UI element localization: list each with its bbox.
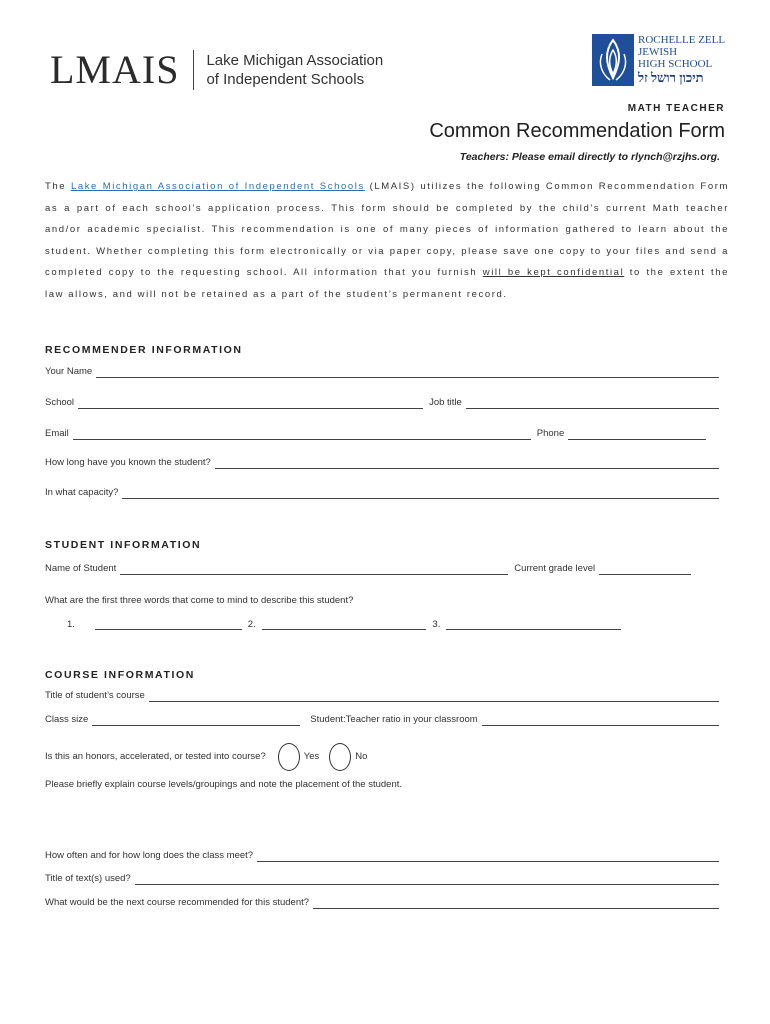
email-field[interactable]	[73, 429, 531, 440]
label-no: No	[355, 751, 368, 762]
lmais-logo	[50, 48, 383, 92]
label-class-size: Class size	[45, 714, 89, 725]
school-logo-line3: HIGH SCHOOL	[638, 58, 713, 70]
section-title-student: STUDENT INFORMATION	[45, 539, 202, 551]
word-number-3: 3.	[432, 619, 441, 630]
label-student-name: Name of Student	[45, 563, 117, 574]
school-logo-hebrew: תיכון רושל זל	[638, 70, 704, 85]
submission-instruction: Teachers: Please email directly to rlynch@rzjhs.org.	[459, 151, 720, 163]
texts-field[interactable]	[135, 874, 719, 885]
word-3-field[interactable]	[446, 619, 621, 630]
school-logo-text	[638, 34, 725, 84]
label-school: School	[45, 397, 75, 408]
intro-text-3: to the extent the law allows, and will not be retained as a part of the student’s permanent record.	[45, 267, 729, 300]
label-honors: Is this an honors, accelerated, or tested into course?	[45, 751, 266, 762]
form-role: MATH TEACHER	[627, 103, 725, 114]
label-your-name: Your Name	[45, 366, 93, 377]
logo-divider	[193, 50, 194, 90]
row-next-course	[45, 897, 725, 909]
row-honors	[45, 743, 371, 771]
intro-text-2: (LMAIS) utilizes the following Common Recommendation Form as a part of each school’s application process. This form should be completed by the child’s current Math teacher and/or academic specialist. This recommendation is one of many pieces of information gathered to learn about the student. Whether completing this form electronically or via paper copy, please save one copy to your files and send a completed copy to the requesting school. All information that you furnish	[45, 181, 729, 278]
label-next-course: What would be the next course recommended for this student?	[45, 897, 310, 908]
intro-paragraph	[45, 176, 729, 305]
label-meet: How often and for how long does the class meet?	[45, 850, 254, 861]
label-known: How long have you known the student?	[45, 457, 211, 468]
section-title-recommender: RECOMMENDER INFORMATION	[45, 344, 243, 356]
school-logo-line1: ROCHELLE ZELL	[638, 34, 726, 46]
row-your-name	[45, 366, 725, 378]
label-ratio: Student:Teacher ratio in your classroom	[310, 714, 478, 725]
label-job-title: Job title	[429, 397, 462, 408]
label-explain: Please briefly explain course levels/groupings and note the placement of the student.	[45, 779, 403, 790]
label-email: Email	[45, 428, 69, 439]
job-title-field[interactable]	[466, 398, 719, 409]
school-logo-line2: JEWISH	[638, 46, 678, 58]
row-class-size	[45, 714, 725, 726]
known-duration-field[interactable]	[215, 458, 719, 469]
page-title: Common Recommendation Form	[429, 120, 725, 142]
word-1-field[interactable]	[95, 619, 242, 630]
ratio-field[interactable]	[482, 715, 719, 726]
row-school-job	[45, 397, 725, 409]
row-capacity	[45, 487, 725, 499]
meet-field[interactable]	[257, 851, 719, 862]
row-student-name	[45, 563, 725, 575]
flame-emblem-icon	[592, 34, 634, 86]
school-logo	[592, 34, 725, 86]
word-number-2: 2.	[247, 619, 256, 630]
row-three-words-question	[45, 595, 725, 607]
row-texts	[45, 873, 725, 885]
next-course-field[interactable]	[313, 898, 719, 909]
row-three-words	[67, 619, 627, 630]
lmais-link[interactable]: Lake Michigan Association of Independent Schools	[70, 181, 365, 192]
label-yes: Yes	[303, 751, 320, 762]
capacity-field[interactable]	[122, 488, 719, 499]
section-title-course: COURSE INFORMATION	[45, 669, 195, 681]
lmais-name-line1: Lake Michigan Association	[206, 52, 384, 69]
row-email-phone	[45, 428, 725, 440]
label-grade: Current grade level	[514, 563, 596, 574]
word-2-field[interactable]	[262, 619, 427, 630]
no-radio[interactable]	[329, 743, 351, 771]
your-name-field[interactable]	[96, 367, 719, 378]
label-course-title: Title of student’s course	[45, 690, 145, 701]
label-phone: Phone	[536, 428, 565, 439]
word-number-1: 1.	[67, 619, 75, 630]
row-explain	[45, 779, 725, 791]
yes-radio[interactable]	[278, 743, 300, 771]
label-capacity: In what capacity?	[45, 487, 119, 498]
course-title-field[interactable]	[149, 691, 719, 702]
intro-text-1: The	[45, 181, 71, 192]
grade-level-field[interactable]	[599, 564, 691, 575]
lmais-wordmark: LMAIS	[50, 47, 180, 92]
row-meet	[45, 850, 725, 862]
intro-confidential: will be kept confidential	[482, 267, 625, 278]
lmais-name-line2: of Independent Schools	[206, 71, 365, 88]
row-course-title	[45, 690, 725, 702]
label-three-words: What are the first three words that come to mind to describe this student?	[45, 595, 354, 606]
student-name-field[interactable]	[120, 564, 508, 575]
phone-field[interactable]	[568, 429, 706, 440]
class-size-field[interactable]	[92, 715, 300, 726]
row-known	[45, 457, 725, 469]
label-texts: Title of text(s) used?	[45, 873, 131, 884]
lmais-full-name	[206, 51, 383, 89]
school-field[interactable]	[78, 398, 423, 409]
